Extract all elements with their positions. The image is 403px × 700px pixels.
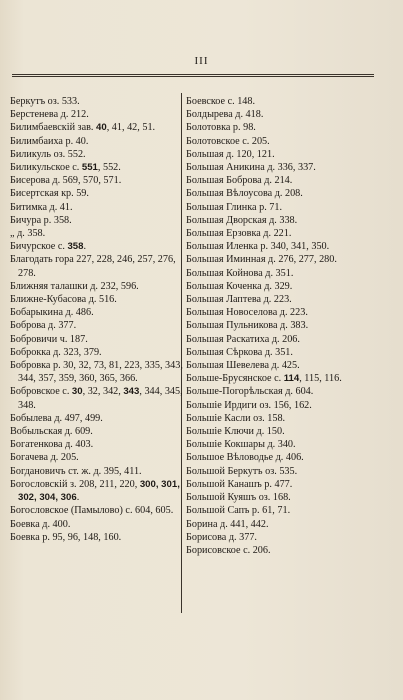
- index-entry: Боевка д. 400.: [10, 518, 71, 530]
- index-entry: Боброва д. 377.: [10, 320, 77, 332]
- index-entry: Большая Боброва д. 214.: [186, 175, 293, 187]
- index-entry: „ д. 358.: [10, 228, 46, 240]
- index-entry: Большая Ерзовка д. 221.: [186, 228, 292, 240]
- index-entry: Билимбаиха р. 40.: [10, 135, 89, 147]
- index-entry: Большая Глинка р. 71.: [186, 201, 283, 213]
- index-entry: Бисерова д. 569, 570, 571.: [10, 175, 122, 187]
- index-entry: Большіе Касли оз. 158.: [186, 412, 286, 424]
- index-entry: Болотовка р. 98.: [186, 122, 256, 134]
- index-entry: Благодать гора 227, 228, 246, 257, 276, 278.: [10, 254, 176, 279]
- index-entry: Боевское с. 148.: [186, 96, 256, 107]
- index-column-right: [186, 95, 372, 557]
- index-entry: Вобыльская д. 609.: [10, 426, 93, 438]
- index-entry: Большой Беркутъ оз. 535.: [186, 465, 298, 477]
- index-entry: Биликульское с. 551, 552.: [10, 162, 121, 174]
- index-entry: Большой Сапъ р. 61, 71.: [186, 505, 291, 517]
- index-entry: Большой Куяшъ оз. 168.: [186, 492, 291, 504]
- index-entry: Большая Сѣркова д. 351.: [186, 346, 293, 358]
- index-entry: Борина д. 441, 442.: [186, 518, 269, 530]
- index-entry: Бобровское с. 30, 32, 342, 343, 344, 345, 348.: [10, 386, 183, 411]
- index-entry: Бичурское с. 358.: [10, 241, 87, 253]
- index-entry: Богословское (Памылово) с. 604, 605.: [10, 505, 174, 517]
- index-entry: Боевка р. 95, 96, 148, 160.: [10, 531, 122, 543]
- index-entry: Большая Пульникова д. 383.: [186, 320, 309, 332]
- index-entry: Ближне-Кубасова д. 516.: [10, 294, 117, 306]
- index-column-left: [10, 95, 190, 544]
- header-rule: [12, 74, 374, 77]
- index-entry: Богачева д. 205.: [10, 452, 79, 464]
- index-entry: Большіе Кокшары д. 340.: [186, 439, 296, 451]
- index-entry: Болдырева д. 418.: [186, 109, 264, 121]
- index-entry: Болотовское с. 205.: [186, 135, 270, 147]
- index-entry: Большая Новоселова д. 223.: [186, 307, 308, 319]
- index-entry: Бобарыкина д. 486.: [10, 307, 94, 319]
- index-entry: Борисовское с. 206.: [186, 544, 271, 556]
- index-entry: Большая Дворская д. 338.: [186, 214, 298, 226]
- index-entry: Больше-Брусянское с. 114, 115, 116.: [186, 373, 342, 385]
- index-entry: Большая Лаптева д. 223.: [186, 294, 292, 306]
- index-entry: Большое Вѣловодье д. 406.: [186, 452, 304, 464]
- index-entry: Ближняя талашки д. 232, 596.: [10, 280, 139, 292]
- index-entry: Большая д. 120, 121.: [186, 148, 275, 160]
- index-entry: Бисертская кр. 59.: [10, 188, 89, 200]
- page-number: III: [194, 55, 209, 67]
- index-entry: Беркутъ оз. 533.: [10, 96, 80, 107]
- index-entry: Боброкка д. 323, 379.: [10, 346, 102, 358]
- index-entry: Большая Аникина д. 336, 337.: [186, 162, 316, 174]
- index-entry: Большой Канашъ р. 477.: [186, 478, 293, 490]
- index-entry: Богословскій з. 208, 211, 220, 300, 301, 302, 304, 306.: [10, 478, 180, 504]
- index-entry: Большая Вѣлоусова д. 208.: [186, 188, 303, 200]
- index-entry: Бобылева д. 497, 499.: [10, 412, 103, 424]
- index-entry: Бобровичи ч. 187.: [10, 333, 88, 345]
- index-entry: Билимбаевскій зав. 40, 41, 42, 51.: [10, 122, 156, 134]
- index-entry: Битимка д. 41.: [10, 201, 73, 213]
- index-entry: Большая Иминная д. 276, 277, 280.: [186, 254, 337, 266]
- index-entry: Большая Коченка д. 329.: [186, 280, 293, 292]
- index-entry: Бичура р. 358.: [10, 214, 72, 226]
- index-entry: Борисова д. 377.: [186, 531, 257, 543]
- index-entry: Берстенева д. 212.: [10, 109, 89, 121]
- index-entry: Богатенкова д. 403.: [10, 439, 94, 451]
- index-entry: Большіе Ключи д. 150.: [186, 426, 285, 438]
- index-entry: Богдановичъ ст. ж. д. 395, 411.: [10, 465, 142, 477]
- index-entry: Больше-Погорѣльская д. 604.: [186, 386, 314, 398]
- index-entry: Большая Шевелева д. 425.: [186, 360, 300, 372]
- index-entry: Большіе Ирдиги оз. 156, 162.: [186, 399, 312, 411]
- index-entry: Биликуль оз. 552.: [10, 148, 86, 160]
- index-entry: Большая Иленка р. 340, 341, 350.: [186, 241, 330, 253]
- index-entry: Бобровка р. 30, 32, 73, 81, 223, 335, 343, 344, 357, 359, 360, 365, 366.: [10, 360, 183, 385]
- index-entry: Большая Раскатиха д. 206.: [186, 333, 300, 345]
- index-entry: Большая Койнова д. 351.: [186, 267, 294, 279]
